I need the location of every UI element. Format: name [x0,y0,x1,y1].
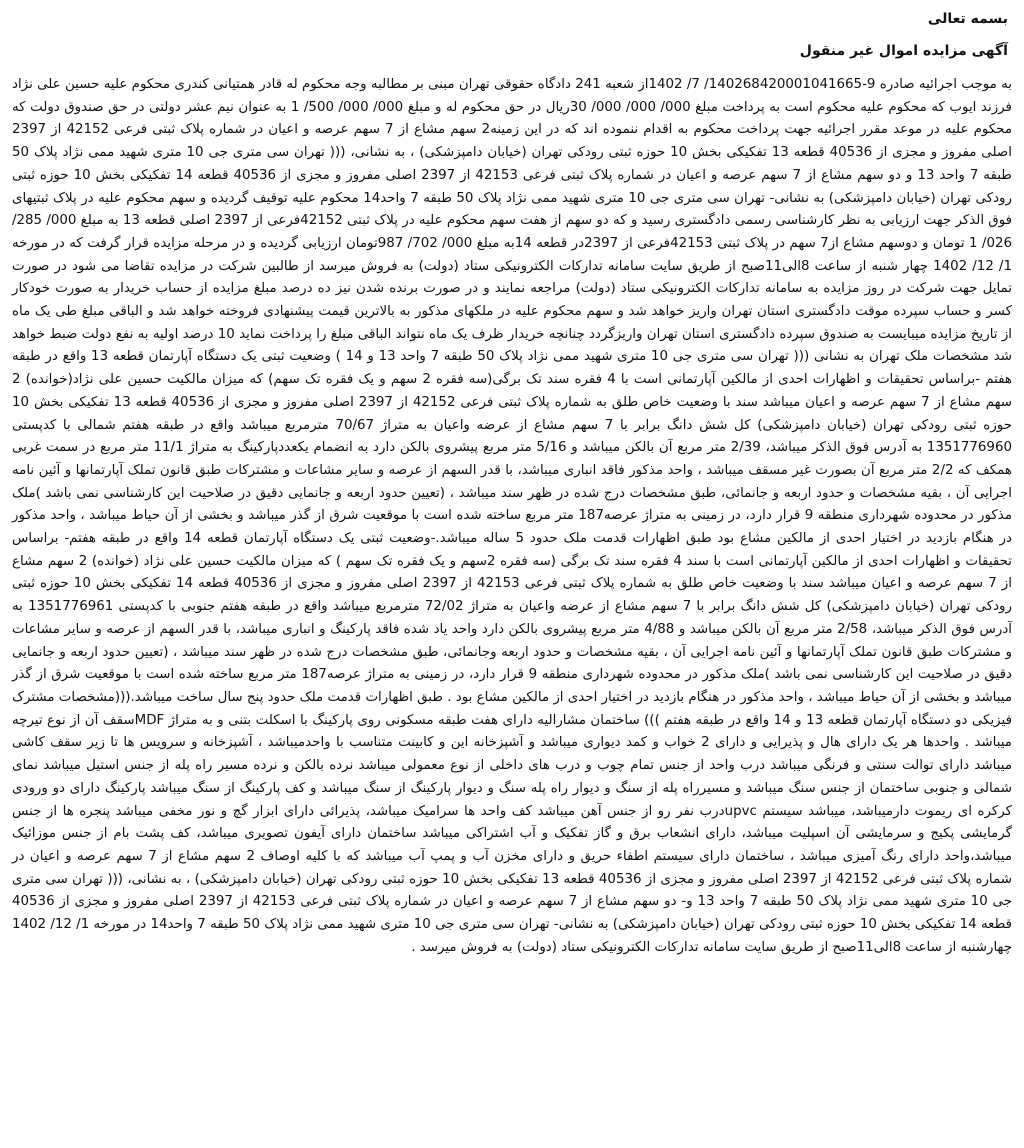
notice-title: آگهی مزایده اموال غیر منقول [799,43,1008,59]
bismillah-heading: بسمه تعالی [927,11,1008,27]
notice-body-text: به موجب اجرائیه صادره 9-140268420001041665/ 7/ 1402از شعبه 241 دادگاه حقوقی تهران مبنی بر مطالبه وجه محکوم له قادر همتیانی کندری محکوم علیه حسین علی نژاد فرزند ایوب که محکوم علیه محکوم است به پرداخت مبلغ 000/ 000/ 000/ 30ریال در حق محکوم له و مبلغ 000/ 000/ 500/ 1 به عنوان نیم عشر دولتی در حق صندوق دولت که محکوم علیه در موعد مقرر اجرائیه جهت پرداخت محکوم به اقدام ننموده اند که در این زمینه2 سهم مشاع از 7 سهم عرصه و اعیان در شماره پلاک ثبتی فرعی 42152 از 2397 اصلی مفروز و مجزی از 40536 قطعه 13 تفکیکی بخش 10 حوزه ثبتی رودکی تهران (خیابان دامپزشکی) ، به نشانی، ((( تهران سی متری جی 10 متری شهید ممی نژاد پلاک 50 طبقه 7 واحد 13 و دو سهم مشاع از 7 سهم عرصه و اعیان در شماره پلاک ثبتی فرعی 42153 از 2397 اصلی مفروز و مجزی از 40536 قطعه 14 تفکیکی بخش 10 حوزه ثبتی رودکی تهران (خیابان دامپزشکی) به نشانی- تهران سی متری جی 10 متری شهید ممی نژاد پلاک 50 طبقه 7 واحد14 محکوم علیه توقیف گردیده و سهم محکوم علیه در پلاک ثبتیهای فوق الذکر جهت ارزیابی به نظر کارشناسی رسمی دادگستری رسید و که دو سهم از هفت سهم محکوم علیه در پلاک ثبتی 42152فرعی از 2397 اصلی قطعه 13 به مبلغ 000/ 285/ 026/ 1 تومان و دوسهم مشاع از7 سهم در پلاک ثبتی 42153فرعی از 2397در قطعه 14به مبلغ 000/ 702/ 987تومان ارزیابی گردیده و در مرحله مزایده قرار گرفت که در مورخه 1/ 12/ 1402 چهار شنبه از ساعت 8الی11صبح از طریق سایت سامانه تدارکات الکترونیکی ستاد (دولت) به فروش میرسد از طالبین شرکت در مزایده تقاضا می شود در صورت تمایل جهت شرکت در روز مزایده به سامانه تدارکات الکترونیکی ستاد (دولت) مراجعه نمایند و در صورت برنده شدن نیز ده درصد مبلغ مزایده از حساب خریدار به صورت خودکار کسر و حساب سپرده موقت دادگستری استان تهران واریز خواهد شد و سهم محکوم علیه در ملکهای مذکور به بالاترین قیمت پیشنهادی فروخته خواهد شد و الباقی مبلغ طی یک ماه از تاریخ مزایده میبایست به صندوق سپرده دادگستری استان تهران واریزگردد چنانچه خریدار ظرف یک ماه نتواند الباقی مبلغ را پرداخت نماید 10 درصد اولیه به نفع دولت ضبط خواهد شد مشخصات ملک تهران به نشانی ((( تهران سی متری جی 10 متری شهید ممی نژاد پلاک 50 طبقه 7 واحد 13 و 14 ) وضعیت ثبتی یک دستگاه آپارتمان قطعه 13 واقع در طبقه هفتم -براساس تحقیقات و اظهارات احدی از مالکین آپارتمانی است با 4 فقره سند تک برگی(سه فقره 2 سهم و یک فقره تک سهم) که میزان مالکیت حسین علی نژاد(خوانده) 2 سهم مشاع از 7 سهم عرصه و اعیان میباشد سند با وضعیت خاص طلق به شماره پلاک ثبتی فرعی 42152 از 2397 اصلی مفروز و مجزی از 40536 قطعه 13 تفکیکی بخش 10 حوزه ثبتی رودکی تهران (خیابان دامپزشکی) کل شش دانگ برابر با 7 سهم مشاع از عرضه واعیان به متراژ 70/67 مترمربع میباشد واقع در طبقه هفتم شمالی با کدپستی 1351776960 به آدرس فوق الذکر میباشد، 2/39 متر مربع آن بالکن میباشد و 5/16 متر مربع پیشروی بالکن دارد به انضمام یکعددپارکینگ به متراژ 11/1 متر مربع در سمت غربی همکف که 2/2 متر مربع آن بصورت غیر مسقف میباشد ، واحد مذکور فاقد انباری میباشد، با قدر السهم از عرصه و سایر مشاعات و مشترکات طبق قانون تملک آپارتمانها و آئین نامه اجرایی آن ، بقیه مشخصات و حدود اربعه و جانمائی، طبق مشخصات درج شده در ظهر سند میباشد ، (تعیین حدود اربعه و جانمایی دقیق در صلاحیت این کارشناسی نمی باشد )ملک مذکور در محدوده شهرداری منطقه 9 قرار دارد، در زمینی به متراژ عرصه187 متر مربع ساخته شده است با موقعیت شرق از گذر میباشد و بخشی از آن حیاط میباشد ، واحد مذکور در هنگام بازدید در اختیار احدی از مالکین مشاع بود طبق اظهارات قدمت ملک حدود 5 ساله میباشد.-وضعیت ثبتی یک دستگاه آپارتمان قطعه 14 واقع در طبقه هفتم- براساس تحقیقات و اظهارات احدی از مالکین آپارتمانی است با سند 4 فقره سند تک برگی (سه فقره 2سهم و یک فقره تک سهم ) که میزان مالکیت حسین علی نژاد (خوانده) 2 سهم مشاع از 7 سهم عرصه و اعیان میباشد سند با وضعیت خاص طلق به شماره پلاک ثبتی فرعی 42153 از 2397 اصلی مفروز و مجزی از 40536 قطعه 14 تفکیکی بخش 10 حوزه ثبتی رودکی تهران (خیابان دامپزشکی) کل شش دانگ برابر با 7 سهم مشاع از عرضه واعیان به متراژ 72/02 مترمربع میباشد واقع در طبقه هفتم جنوبی با کدپستی 1351776961 به آدرس فوق الذکر میباشد، 2/58 متر مربع آن بالکن میباشد و 4/88 متر مربع پیشروی بالکن دارد واحد یاد شده فاقد پارکینگ و انباری میباشد، با قدر السهم از عرصه و سایر مشاعات و مشترکات طبق قانون تملک آپارتمانها و آئین نامه اجرایی آن ، بقیه مشخصات و حدود اربعه وجانمائی، طبق مشخصات درج شده در ظهر سند میباشد ، (تعیین حدود اربعه و جانمایی دقیق در صلاحیت این کارشناسی نمی باشد )ملک مذکور در محدوده شهرداری منطقه 9 قرار دارد، در زمینی به متراژ عرصه187 متر مربع ساخته شده است با موقعیت شرق از گذر میباشد و بخشی از آن حیاط میباشد ، واحد مذکور در هنگام بازدید در اختیار احدی از مالکین مشاع بود . طبق اظهارات قدمت ملک حدود پنج سال ساخت میباشد.(((مشخصات مشترک فیزیکی دو دستگاه آپارتمان قطعه 13 و 14 واقع در طبقه هفتم ))) ساختمان مشارالیه دارای هفت طبقه مسکونی روی پارکینگ با اسکلت بتنی و به متراژ MDFسقف آن از نوع تیرچه میباشد . واحدها هر یک دارای هال و پذیرایی و دارای 2 خواب و کمد دیواری میباشد و آشپزخانه این و کابینت متناسب با واحدمیباشد ، آشپزخانه و سرویس ها تا زیر سقف کاشی میباشد دارای توالت سنتی و فرنگی میباشد درب واحد از جنس تمام چوب و درب های داخلی از نوع معمولی میباشد نرده بالکن و نرده مسیر راه پله از جنس استیل میباشد نمای شمالی و جنوبی ساختمان از جنس سنگ میباشد و مسیرراه پله از سنگ و دیوار راه پله سنگ و دیوار پارکینگ از سنگ میباشد و کف پارکینگ از سنگ میباشد پارکینگ دارای دو ورودی کرکره ای ریموت دارمیباشد، میباشد سیستم upvcدرب نفر رو از جنس آهن میباشد کف واحد ها سرامیک میباشد، پذیرائی دارای ابزار گچ و نور مخفی میباشد پنجره ها از جنس گرمایشی پکیج و سرمایشی آن اسپلیت میباشد، دارای انشعاب برق و گاز تفکیک و آب اشتراکی میباشد ساختمان دارای آیفون تصویری میباشد، کف پشت بام از جنس موزائیک میباشد،واحد دارای رنگ آمیزی میباشد ، ساختمان دارای سیستم اطفاء حریق و دارای مخزن آب و پمپ آب میباشد که با کلیه اوصاف 2 سهم مشاع از 7 سهم عرصه و اعیان در شماره پلاک ثبتی فرعی 42152 از 2397 اصلی مفروز و مجزی از 40536 قطعه 13 تفکیکی بخش 10 حوزه ثبتی رودکی تهران (خیابان دامپزشکی) ، به نشانی، ((( تهران سی متری جی 10 متری شهید ممی نژاد پلاک 50 طبقه 7 واحد 13 و- دو سهم مشاع از 7 سهم عرصه و اعیان در شماره پلاک ثبتی فرعی 42153 از 2397 اصلی مفروز و مجزی از 40536 قطعه 14 تفکیکی بخش 10 حوزه ثبتی رودکی تهران (خیابان دامپزشکی) به نشانی- تهران سی متری جی 10 متری شهید ممی نژاد پلاک 50 طبقه 7 واحد14 در مورخه 1/ 12/ 1402 چهارشنبه از ساعت 8الی11صبح از طریق سایت سامانه تدارکات الکترونیکی ستاد (دولت) به فروش میرسد . [12,77,1013,955]
